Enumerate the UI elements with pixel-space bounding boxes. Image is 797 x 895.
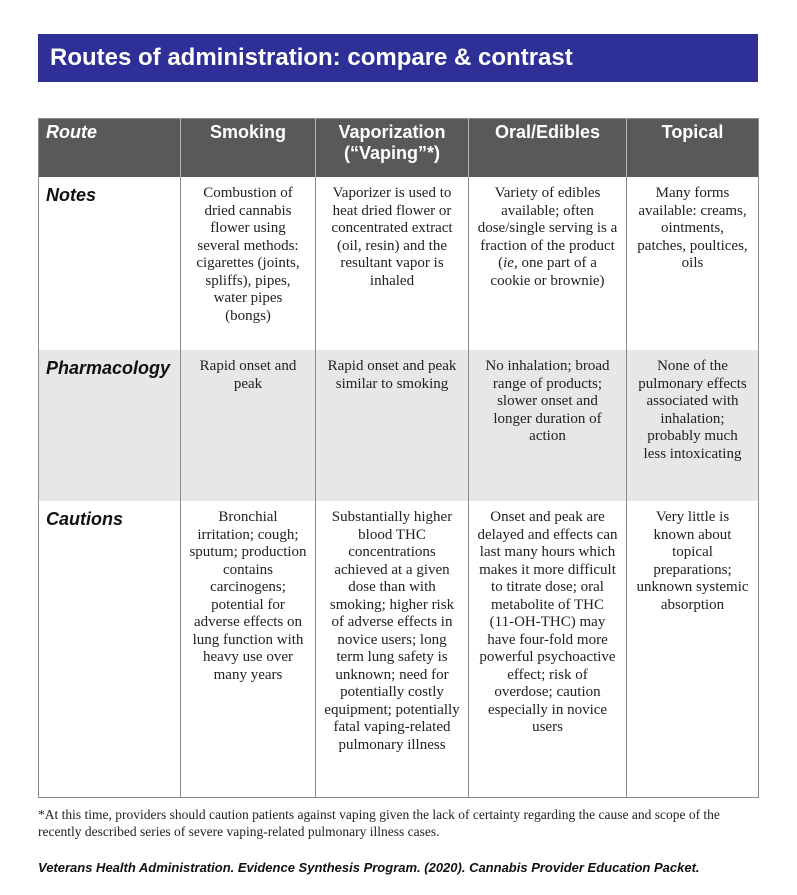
cell-notes-oral-part2: one part of a cookie or brownie) [490, 255, 605, 289]
cell-cautions-topical: Very little is known about topical preparations; unknown systemic absorption [627, 501, 759, 798]
header-vaporization-line1: Vaporization [338, 122, 446, 142]
table-row-cautions [39, 501, 759, 798]
header-route: Route [39, 119, 181, 178]
cell-cautions-vaporization: Substantially higher blood THC concentrations achieved at a given dose than with smoking; higher risk of adverse effects in novice users; long term lung safety is unknown; need for potentially costly equipment; potentially fatal vaping-related pulmonary illness [316, 501, 469, 798]
row-label-pharmacology: Pharmacology [39, 350, 181, 501]
row-label-cautions: Cautions [39, 501, 181, 798]
header-vaporization-line2: (“Vaping”*) [343, 143, 440, 163]
cell-notes-topical: Many forms available: creams, ointments, patches, poultices, oils [627, 177, 759, 350]
cell-notes-oral [469, 177, 627, 350]
row-label-notes: Notes [39, 177, 181, 350]
header-smoking: Smoking [181, 119, 316, 178]
cell-pharmacology-oral: No inhalation; broad range of products; slower onset and longer duration of action [469, 350, 627, 501]
cell-pharmacology-topical: None of the pulmonary effects associated with inhalation; probably much less intoxicating [627, 350, 759, 501]
comparison-table [38, 118, 759, 798]
table-row-notes [39, 177, 759, 350]
citation: Veterans Health Administration. Evidence Synthesis Program. (2020). Cannabis Provider Education Packet. [38, 860, 700, 875]
cell-notes-oral-ie: ie, [503, 255, 518, 271]
table-header-row [39, 119, 759, 178]
header-oral-edibles: Oral/Edibles [469, 119, 627, 178]
header-topical: Topical [627, 119, 759, 178]
cell-cautions-smoking: Bronchial irritation; cough; sputum; production contains carcinogens; potential for adverse effects on lung function with heavy use over many years [181, 501, 316, 798]
cell-pharmacology-vaporization: Rapid onset and peak similar to smoking [316, 350, 469, 501]
page-title: Routes of administration: compare & contrast [38, 34, 758, 82]
table-row-pharmacology [39, 350, 759, 501]
cell-notes-smoking: Combustion of dried cannabis flower using several methods: cigarettes (joints, spliffs), pipes, water pipes (bongs) [181, 177, 316, 350]
cell-pharmacology-smoking: Rapid onset and peak [181, 350, 316, 501]
header-vaporization [316, 119, 469, 178]
cell-notes-vaporization: Vaporizer is used to heat dried flower or concentrated extract (oil, resin) and the resultant vapor is inhaled [316, 177, 469, 350]
cell-cautions-oral: Onset and peak are delayed and effects can last many hours which makes it more difficult to titrate dose; oral metabolite of THC (11-OH-THC) may have four-fold more powerful psychoactive effect; risk of overdose; caution especially in novice users [469, 501, 627, 798]
footnote: *At this time, providers should caution patients against vaping given the lack of certainty regarding the cause and scope of the recently described series of severe vaping-related pulmonary illness cases. [38, 807, 720, 839]
cell-notes-oral-part1: Variety of edibles available; often dose/single serving is a fraction of the product ( [477, 185, 618, 271]
